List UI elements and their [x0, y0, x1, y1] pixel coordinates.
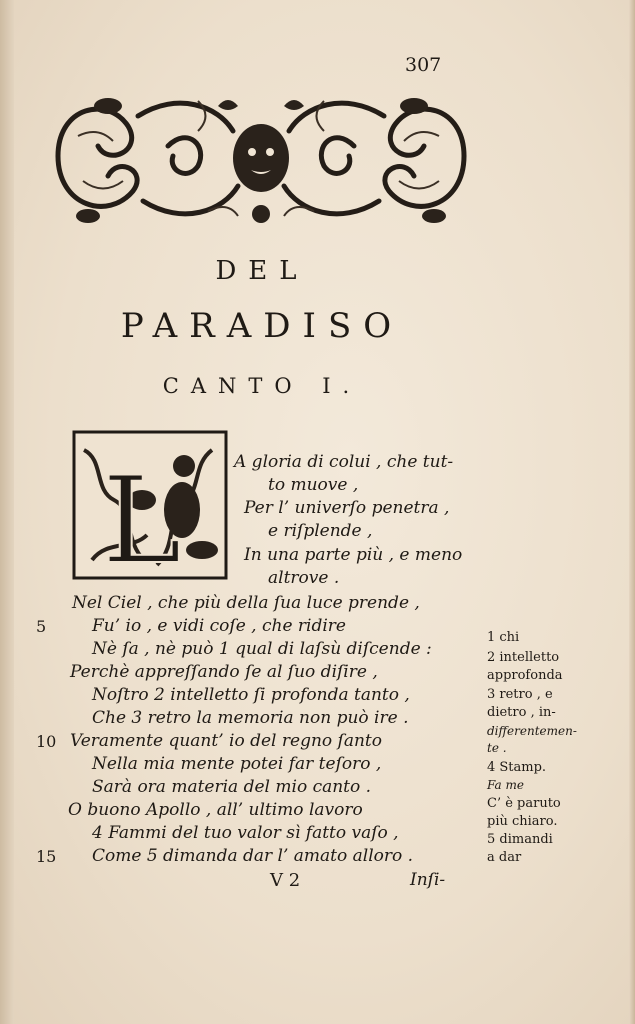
- margin-note: dietro , in-: [487, 705, 556, 720]
- margin-note: 2 intelletto: [487, 650, 560, 665]
- title-paradiso: PARADISO: [120, 306, 404, 346]
- line-number: 15: [36, 847, 57, 866]
- margin-note: 1 chi: [487, 630, 520, 645]
- verse-line: A gloria di colui , che tut-: [234, 452, 454, 472]
- verse-line: In una parte più , e meno: [244, 545, 463, 565]
- margin-note: più chiaro.: [487, 814, 558, 829]
- verse-line: Veramente quant’ io del regno ſanto: [70, 731, 382, 751]
- margin-note: 5 dimandi: [487, 832, 553, 847]
- margin-note: differentemen-: [487, 724, 577, 738]
- margin-note: te .: [487, 741, 507, 755]
- page-gutter: [0, 0, 14, 1024]
- verse-line: Fu’ io , e vidi coſe , che ridire: [92, 616, 346, 636]
- verse-line: e riſplende ,: [268, 521, 373, 541]
- page-edge: [629, 0, 635, 1024]
- margin-note: 3 retro , e: [487, 687, 553, 702]
- line-number: 5: [36, 617, 47, 636]
- page-number: 307: [405, 54, 442, 76]
- verse-line: altrove .: [268, 568, 340, 588]
- margin-note: approfonda: [487, 668, 563, 683]
- signature-mark: V 2: [270, 870, 301, 891]
- line-number: 10: [36, 732, 57, 751]
- verse-line: Nel Ciel , che più della ſua luce prende ,: [72, 593, 420, 613]
- title-del: DEL: [215, 256, 309, 286]
- verse-line: Nella mia mente potei far teſoro ,: [92, 754, 382, 774]
- verse-line: to muove ,: [268, 475, 359, 495]
- headpiece-ornament-icon: [48, 86, 474, 236]
- verse-line: Noſtro 2 intelletto ſi profonda tanto ,: [92, 685, 410, 705]
- verse-line: Per l’ univerſo penetra ,: [244, 498, 450, 518]
- verse-line: O buono Apollo , all’ ultimo lavoro: [68, 800, 363, 820]
- verse-line: Come 5 dimanda dar l’ amato alloro .: [92, 846, 414, 866]
- verse-line: Che 3 retro la memoria non può ire .: [92, 708, 409, 728]
- verse-line: Sarà ora materia del mio canto .: [92, 777, 372, 797]
- initial-letter: L: [102, 452, 182, 580]
- verse-line: Nè ſa , nè può 1 qual di laſsù diſcende :: [92, 639, 432, 659]
- margin-note: Fa me: [487, 778, 524, 792]
- verse-line: 4 Fammi del tuo valor sì fatto vaſo ,: [92, 823, 399, 843]
- title-canto: CANTO I.: [162, 374, 362, 398]
- verse-line: Perchè appreſſando ſe al ſuo diſire ,: [70, 662, 378, 682]
- margin-note: C’ è paruto: [487, 796, 561, 811]
- margin-note: 4 Stamp.: [487, 760, 547, 775]
- ornamental-initial-icon: [72, 430, 228, 584]
- margin-note: a dar: [487, 850, 522, 865]
- catchword: Inſi-: [410, 870, 446, 890]
